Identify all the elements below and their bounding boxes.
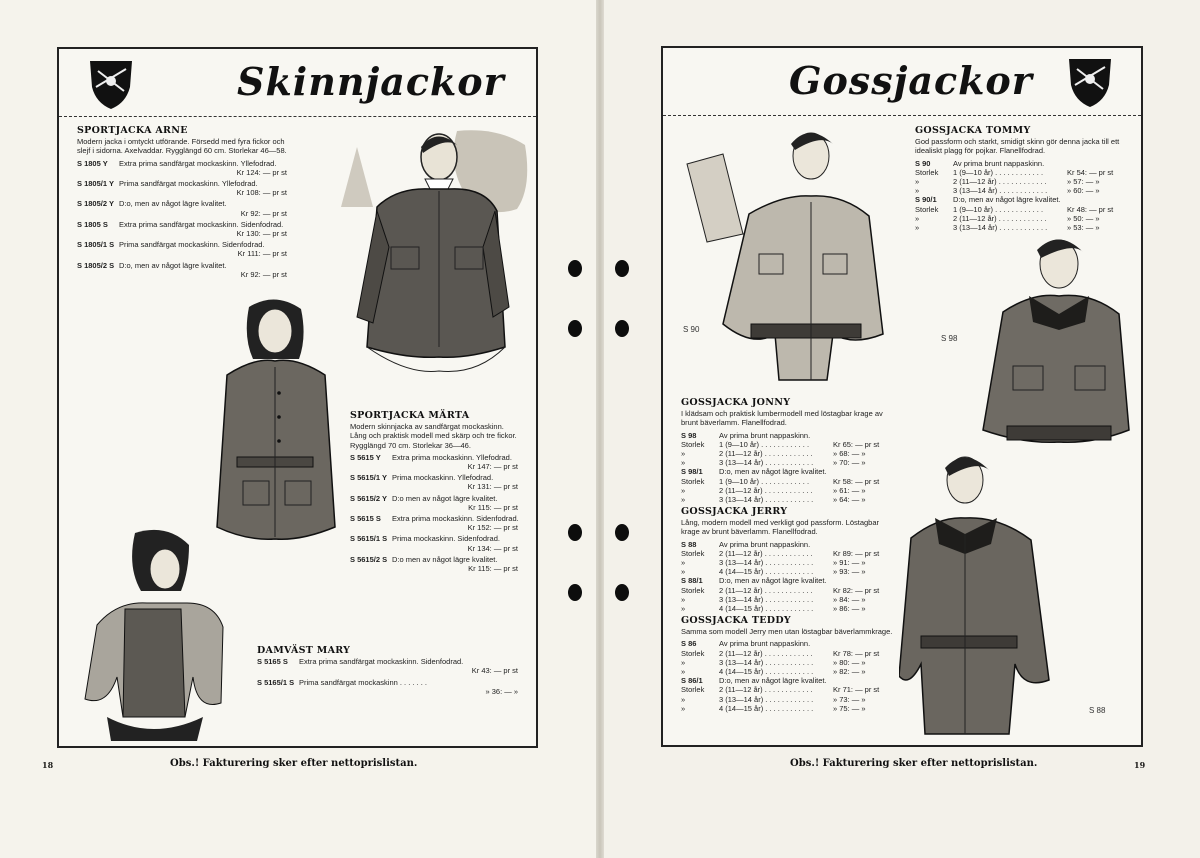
item-text: Av prima brunt nappaskinn.	[719, 539, 811, 549]
item-text: Av prima brunt nappaskinn.	[719, 430, 811, 440]
size-price: » 73: — »	[833, 694, 866, 704]
item-price: Kr 134: — pr st	[467, 543, 518, 553]
product-heading: GOSSJACKA TOMMY	[915, 125, 1031, 136]
price-item	[350, 494, 522, 512]
size-row	[681, 486, 893, 495]
group-heading	[681, 431, 893, 440]
size-row	[681, 449, 893, 458]
book-gutter	[596, 0, 604, 858]
item-code: S 88/1	[681, 576, 703, 586]
figure-label: S 90	[683, 325, 700, 334]
size-range: 2 (11—12 år) . . . . . . . . . . . .	[953, 177, 1047, 187]
size-row	[681, 440, 893, 449]
left-catalog-frame	[57, 47, 538, 748]
item-text: Extra prima sandfärgat mockaskinn. Yllefodrad.	[119, 158, 277, 168]
size-row	[915, 177, 1127, 186]
item-text: Prima mockaskinn. Yllefodrad.	[392, 473, 494, 483]
item-price: Kr 131: — pr st	[467, 482, 518, 492]
item-code: S 90/1	[915, 195, 937, 205]
size-row	[681, 595, 893, 604]
binder-hole	[568, 260, 582, 277]
size-label: »	[681, 449, 686, 459]
size-row	[681, 649, 893, 658]
item-text: Extra prima mockaskinn. Sidenfodrad.	[392, 514, 519, 524]
size-row	[681, 695, 893, 704]
binder-hole	[615, 320, 629, 337]
group-heading	[681, 639, 893, 648]
product-heading: GOSSJACKA JERRY	[681, 506, 788, 517]
size-label: »	[681, 495, 686, 505]
group-heading	[681, 467, 893, 476]
item-text: D:o men av något lägre kvalitet.	[392, 493, 498, 503]
size-label: »	[681, 458, 686, 468]
item-text: Prima sandfärgat mockaskinn. Yllefodrad.	[119, 179, 258, 189]
size-price: » 61: — »	[833, 485, 866, 495]
size-row	[681, 567, 893, 576]
price-item	[77, 159, 291, 177]
size-row	[681, 658, 893, 667]
item-text: Prima mockaskinn. Sidenfodrad.	[392, 534, 500, 544]
item-code: S 5165 S	[257, 657, 288, 667]
group-heading	[681, 576, 893, 585]
item-text: D:o, men av något lägre kvalitet.	[719, 467, 827, 477]
size-row	[915, 186, 1127, 195]
price-item-line	[77, 261, 291, 270]
price-item-line	[77, 220, 291, 229]
size-row	[681, 667, 893, 676]
page-number: 19	[1134, 760, 1146, 770]
item-price: » 36: — »	[485, 686, 518, 696]
brand-shield-logo	[1065, 55, 1115, 109]
price-item-line	[77, 159, 291, 168]
group-heading	[681, 540, 893, 549]
size-price: Kr 58: — pr st	[833, 476, 880, 486]
size-price: » 75: — »	[833, 703, 866, 713]
size-label: »	[681, 485, 686, 495]
header-divider	[663, 115, 1141, 116]
item-code: S 1805/2 Y	[77, 199, 114, 209]
size-range: 3 (13—14 år) . . . . . . . . . . . .	[719, 495, 814, 505]
product-description: I klädsam och praktisk lumbermodell med löstagbar krage av brunt bäverlamm. Flanellfodrad.	[681, 409, 883, 428]
illustration-boy-long-jacket	[899, 450, 1079, 740]
price-item	[350, 514, 522, 532]
item-code: S 98	[681, 430, 697, 440]
size-range: 4 (14—15 år) . . . . . . . . . . . .	[719, 604, 814, 614]
size-row	[681, 495, 893, 504]
size-price: » 82: — »	[833, 667, 866, 677]
item-text: D:o, men av något lägre kvalitet.	[119, 260, 227, 270]
size-range: 2 (11—12 år) . . . . . . . . . . . .	[719, 449, 813, 459]
size-price: Kr 71: — pr st	[833, 685, 880, 695]
size-range: 3 (13—14 år) . . . . . . . . . . . .	[719, 694, 814, 704]
item-code: S 5615 S	[350, 514, 381, 524]
item-text: D:o, men av något lägre kvalitet.	[119, 199, 227, 209]
size-range: 2 (11—12 år) . . . . . . . . . . . .	[719, 585, 813, 595]
item-code: S 5165/1 S	[257, 677, 295, 687]
product-jerry	[681, 507, 893, 613]
size-price: » 68: — »	[833, 449, 866, 459]
price-item-line	[77, 199, 291, 208]
item-code: S 1805/2 S	[77, 260, 115, 270]
size-label: Storlek	[915, 167, 939, 177]
size-label: »	[681, 558, 686, 568]
size-price: » 86: — »	[833, 604, 866, 614]
size-label: Storlek	[681, 685, 705, 695]
price-item	[77, 240, 291, 258]
size-range: 3 (13—14 år) . . . . . . . . . . . .	[719, 458, 814, 468]
product-description: Modern jacka i omtyckt utförande. Försedd med fyra fickor och slejf i sidorna. Axelvaddar. Rygglängd 60 cm. Storlekar 46—58.	[77, 137, 287, 156]
item-code: S 88	[681, 539, 697, 549]
item-text: D:o, men av något lägre kvalitet.	[719, 676, 827, 686]
figure-label: S 98	[941, 334, 958, 343]
price-item	[77, 261, 291, 279]
size-range: 4 (14—15 år) . . . . . . . . . . . .	[719, 703, 814, 713]
item-code: S 1805/1 S	[77, 240, 115, 250]
price-item-line	[257, 657, 522, 666]
price-item	[77, 199, 291, 217]
size-label: Storlek	[681, 585, 705, 595]
item-price: Kr 111: — pr st	[237, 249, 287, 259]
size-range: 1 (9—10 år) . . . . . . . . . . . .	[719, 476, 810, 486]
size-label: Storlek	[681, 648, 705, 658]
group-heading	[915, 159, 1127, 168]
size-range: 1 (9—10 år) . . . . . . . . . . . .	[953, 204, 1044, 214]
item-text: Av prima brunt nappaskinn.	[719, 639, 811, 649]
size-label: Storlek	[681, 548, 705, 558]
size-label: »	[915, 186, 920, 196]
item-text: D:o, men av något lägre kvalitet.	[719, 576, 827, 586]
size-range: 4 (14—15 år) . . . . . . . . . . . .	[719, 667, 814, 677]
product-heading: SPORTJACKA ARNE	[77, 125, 188, 136]
price-item	[350, 555, 522, 573]
size-label: »	[915, 213, 920, 223]
price-item	[350, 534, 522, 552]
binder-hole	[568, 584, 582, 601]
price-item	[350, 473, 522, 491]
footer-note: Obs.! Fakturering sker efter nettoprislistan.	[790, 758, 1038, 769]
size-price: » 53: — »	[1067, 223, 1100, 233]
item-code: S 5615/2 Y	[350, 493, 387, 503]
price-item-line	[77, 179, 291, 188]
item-price: Kr 43: — pr st	[471, 666, 518, 676]
item-text: Prima sandfärgat mockaskinn . . . . . . .	[299, 677, 427, 687]
size-range: 1 (9—10 år) . . . . . . . . . . . .	[719, 439, 810, 449]
item-code: S 86/1	[681, 676, 703, 686]
size-price: » 70: — »	[833, 458, 866, 468]
item-text: D:o men av något lägre kvalitet.	[392, 554, 498, 564]
item-code: S 90	[915, 158, 931, 168]
price-item	[257, 678, 522, 696]
price-item-line	[257, 678, 522, 687]
size-row	[681, 685, 893, 694]
illustration-man-jacket	[327, 127, 532, 377]
binder-hole	[615, 524, 629, 541]
size-range: 3 (13—14 år) . . . . . . . . . . . .	[719, 594, 814, 604]
product-arne	[77, 126, 291, 281]
size-price: » 50: — »	[1067, 213, 1100, 223]
item-text: Extra prima mockaskinn. Yllefodrad.	[392, 452, 512, 462]
size-row	[681, 704, 893, 713]
binder-hole	[568, 320, 582, 337]
item-code: S 5615/1 S	[350, 534, 388, 544]
product-tommy	[915, 126, 1127, 232]
binder-hole	[615, 260, 629, 277]
item-text: Prima sandfärgat mockaskinn. Sidenfodrad.	[119, 240, 265, 250]
page-number: 18	[42, 760, 54, 770]
item-code: S 5615/1 Y	[350, 473, 387, 483]
price-item	[350, 453, 522, 471]
size-label: Storlek	[681, 476, 705, 486]
size-row	[681, 558, 893, 567]
group-heading	[915, 195, 1127, 204]
product-marta	[350, 411, 522, 575]
size-price: » 64: — »	[833, 495, 866, 505]
size-price: » 93: — »	[833, 567, 866, 577]
price-item	[257, 657, 522, 675]
product-teddy	[681, 616, 893, 713]
item-code: S 86	[681, 639, 697, 649]
size-row	[681, 549, 893, 558]
size-row	[915, 205, 1127, 214]
size-price: » 57: — »	[1067, 177, 1100, 187]
illustration-boy-lumber-jacket	[973, 230, 1133, 480]
item-price: Kr 152: — pr st	[467, 523, 518, 533]
item-code: S 1805 S	[77, 219, 108, 229]
item-code: S 5615/2 S	[350, 554, 388, 564]
item-code: S 5615 Y	[350, 452, 381, 462]
product-mary	[257, 646, 522, 698]
price-item-line	[350, 453, 522, 462]
size-label: »	[681, 667, 686, 677]
size-label: Storlek	[681, 439, 705, 449]
price-item	[77, 220, 291, 238]
brand-shield-logo	[86, 57, 136, 111]
size-label: »	[681, 703, 686, 713]
size-range: 4 (14—15 år) . . . . . . . . . . . .	[719, 567, 814, 577]
size-label: Storlek	[915, 204, 939, 214]
binder-hole	[615, 584, 629, 601]
item-price: Kr 130: — pr st	[236, 229, 287, 239]
illustration-boy-reading	[683, 124, 893, 384]
item-price: Kr 108: — pr st	[236, 188, 287, 198]
size-range: 3 (13—14 år) . . . . . . . . . . . .	[719, 558, 814, 568]
size-label: »	[681, 567, 686, 577]
size-price: » 91: — »	[833, 558, 866, 568]
size-row	[681, 477, 893, 486]
size-row	[681, 458, 893, 467]
item-price: Kr 92: — pr st	[240, 208, 287, 218]
product-description: Samma som modell Jerry men utan löstagbar bäverlammkrage.	[681, 627, 893, 637]
illustration-woman-vest	[77, 527, 227, 742]
size-price: » 80: — »	[833, 657, 866, 667]
price-item-line	[350, 534, 522, 543]
item-text: Av prima brunt nappaskinn.	[953, 158, 1045, 168]
size-range: 2 (11—12 år) . . . . . . . . . . . .	[953, 213, 1047, 223]
item-text: Extra prima sandfärgat mockaskinn. Sidenfodrad.	[119, 219, 284, 229]
size-price: » 84: — »	[833, 594, 866, 604]
size-range: 2 (11—12 år) . . . . . . . . . . . .	[719, 648, 813, 658]
item-code: S 98/1	[681, 467, 703, 477]
size-price: Kr 54: — pr st	[1067, 167, 1114, 177]
price-item-line	[350, 514, 522, 523]
size-range: 2 (11—12 år) . . . . . . . . . . . .	[719, 685, 813, 695]
product-jonny	[681, 398, 893, 504]
header-divider	[59, 116, 536, 117]
size-price: » 60: — »	[1067, 186, 1100, 196]
footer-note: Obs.! Fakturering sker efter nettoprislistan.	[170, 758, 418, 769]
illustration-woman-long-jacket	[201, 297, 351, 557]
item-price: Kr 124: — pr st	[236, 167, 287, 177]
item-code: S 1805/1 Y	[77, 179, 114, 189]
product-description: Lång, modern modell med verkligt god passform. Löstagbar krage av brunt bäverlamm. Flanellfodrad.	[681, 518, 880, 537]
item-price: Kr 115: — pr st	[468, 502, 518, 512]
size-label: »	[681, 657, 686, 667]
binder-hole	[568, 524, 582, 541]
page-title: Gossjackor	[789, 58, 1033, 103]
size-label: »	[915, 177, 920, 187]
size-price: Kr 78: — pr st	[833, 648, 880, 658]
size-price: Kr 48: — pr st	[1067, 204, 1114, 214]
product-heading: GOSSJACKA TEDDY	[681, 615, 791, 626]
product-heading: SPORTJACKA MÄRTA	[350, 410, 470, 421]
page-title: Skinnjackor	[237, 59, 505, 104]
size-label: »	[915, 223, 920, 233]
size-range: 2 (11—12 år) . . . . . . . . . . . .	[719, 548, 813, 558]
item-text: Extra prima sandfärgat mockaskinn. Sidenfodrad.	[299, 657, 464, 667]
product-description: God passform och starkt, smidigt skinn gör denna jacka till ett idealiskt plagg för pojkar. Flanellfodrad.	[915, 137, 1120, 156]
item-text: D:o, men av något lägre kvalitet.	[953, 195, 1061, 205]
figure-label: S 88	[1089, 706, 1106, 715]
item-price: Kr 115: — pr st	[468, 564, 518, 574]
right-catalog-frame	[661, 46, 1143, 747]
size-range: 2 (11—12 år) . . . . . . . . . . . .	[719, 485, 813, 495]
group-heading	[681, 676, 893, 685]
size-range: 3 (13—14 år) . . . . . . . . . . . .	[953, 223, 1048, 233]
size-price: Kr 65: — pr st	[833, 439, 880, 449]
product-heading: DAMVÄST MARY	[257, 645, 351, 656]
item-code: S 1805 Y	[77, 158, 108, 168]
price-item-line	[77, 240, 291, 249]
price-item-line	[350, 555, 522, 564]
price-item	[77, 179, 291, 197]
item-price: Kr 147: — pr st	[467, 462, 518, 472]
size-label: »	[681, 694, 686, 704]
size-label: »	[681, 604, 686, 614]
item-price: Kr 92: — pr st	[240, 269, 287, 279]
product-description: Modern skinnjacka av sandfärgat mockaskinn. Lång och praktisk modell med skärp och tre fickor. Rygglängd 70 cm. Storlekar 36—46.	[350, 422, 517, 450]
price-item-line	[350, 473, 522, 482]
price-item-line	[350, 494, 522, 503]
size-label: »	[681, 594, 686, 604]
size-row	[681, 586, 893, 595]
size-price: Kr 82: — pr st	[833, 585, 880, 595]
size-row	[915, 168, 1127, 177]
size-price: Kr 89: — pr st	[833, 548, 880, 558]
product-heading: GOSSJACKA JONNY	[681, 397, 791, 408]
size-range: 3 (13—14 år) . . . . . . . . . . . .	[953, 186, 1048, 196]
size-row	[681, 604, 893, 613]
size-range: 1 (9—10 år) . . . . . . . . . . . .	[953, 167, 1044, 177]
size-range: 3 (13—14 år) . . . . . . . . . . . .	[719, 657, 814, 667]
size-row	[915, 214, 1127, 223]
